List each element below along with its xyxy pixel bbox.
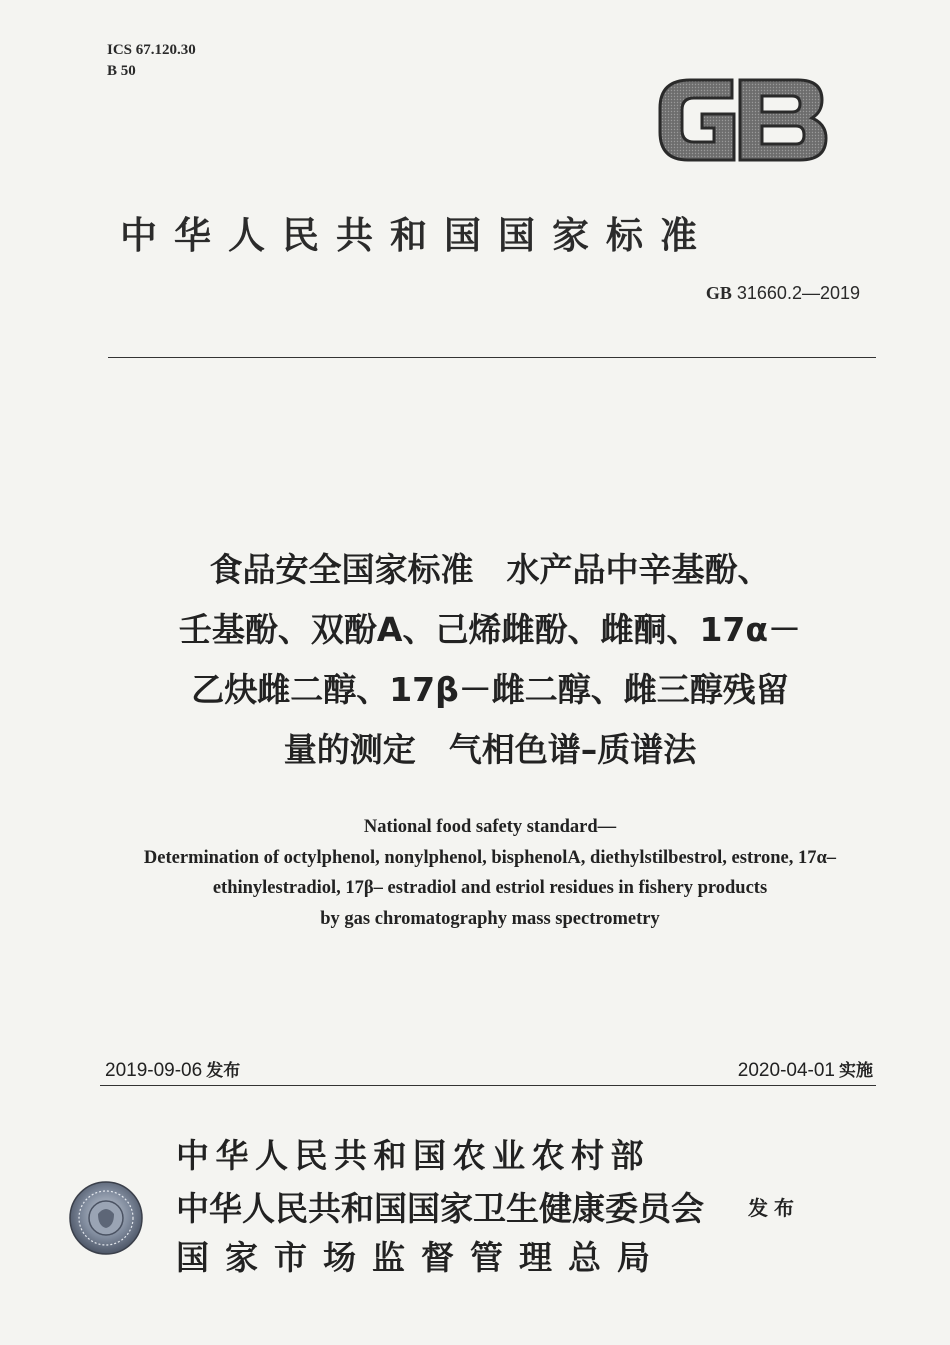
- standard-prefix: GB: [705, 283, 732, 303]
- issuer-line: 中华人民共和国国家卫生健康委员会: [176, 1189, 704, 1228]
- emblem-seal-icon: [68, 1180, 144, 1256]
- english-title-line: National food safety standard—: [363, 817, 617, 837]
- chinese-title-line: 壬基酚、双酚A、己烯雌酚、雌酮、17α－: [178, 610, 802, 649]
- chinese-title: [100, 540, 880, 780]
- publish-label: 发布: [748, 1196, 800, 1220]
- chinese-title-line: 量的测定 气相色谱–质谱法: [283, 730, 697, 769]
- issue-date: [105, 1056, 240, 1082]
- ccs-code: B 50: [107, 63, 136, 79]
- effective-label: 实施: [839, 1061, 873, 1081]
- issue-label: 发布: [206, 1061, 241, 1081]
- chinese-title-line: 乙炔雌二醇、17β－雌二醇、雌三醇残留: [191, 670, 789, 709]
- ics-code: ICS 67.120.30: [107, 42, 196, 58]
- date-divider: [100, 1085, 876, 1086]
- header-divider: [108, 357, 876, 358]
- issuer-line: 国家市场监督管理总局: [176, 1238, 666, 1277]
- english-title-line: ethinylestradiol, 17β– estradiol and estriol residues in fishery products: [212, 878, 768, 898]
- effective-date-value: 2020-04-01: [737, 1060, 835, 1081]
- standard-number: [706, 283, 860, 304]
- issue-date-value: 2019-09-06: [105, 1060, 203, 1081]
- classification-codes: [107, 40, 196, 82]
- chinese-title-line: 食品安全国家标准 水产品中辛基酚、: [209, 550, 771, 589]
- standard-code: 31660.2—2019: [736, 283, 860, 303]
- english-title: [40, 812, 940, 934]
- english-title-line: by gas chromatography mass spectrometry: [320, 908, 660, 929]
- national-standard-heading: 中华人民共和国国家标准: [120, 214, 714, 257]
- effective-date: [738, 1056, 873, 1082]
- english-title-line: Determination of octylphenol, nonylphenol, bisphenolA, diethylstilbestrol, estrone, 17α–: [143, 847, 837, 868]
- issuer-line: 中华人民共和国农业农村部: [176, 1136, 650, 1175]
- gb-logo: [640, 74, 830, 166]
